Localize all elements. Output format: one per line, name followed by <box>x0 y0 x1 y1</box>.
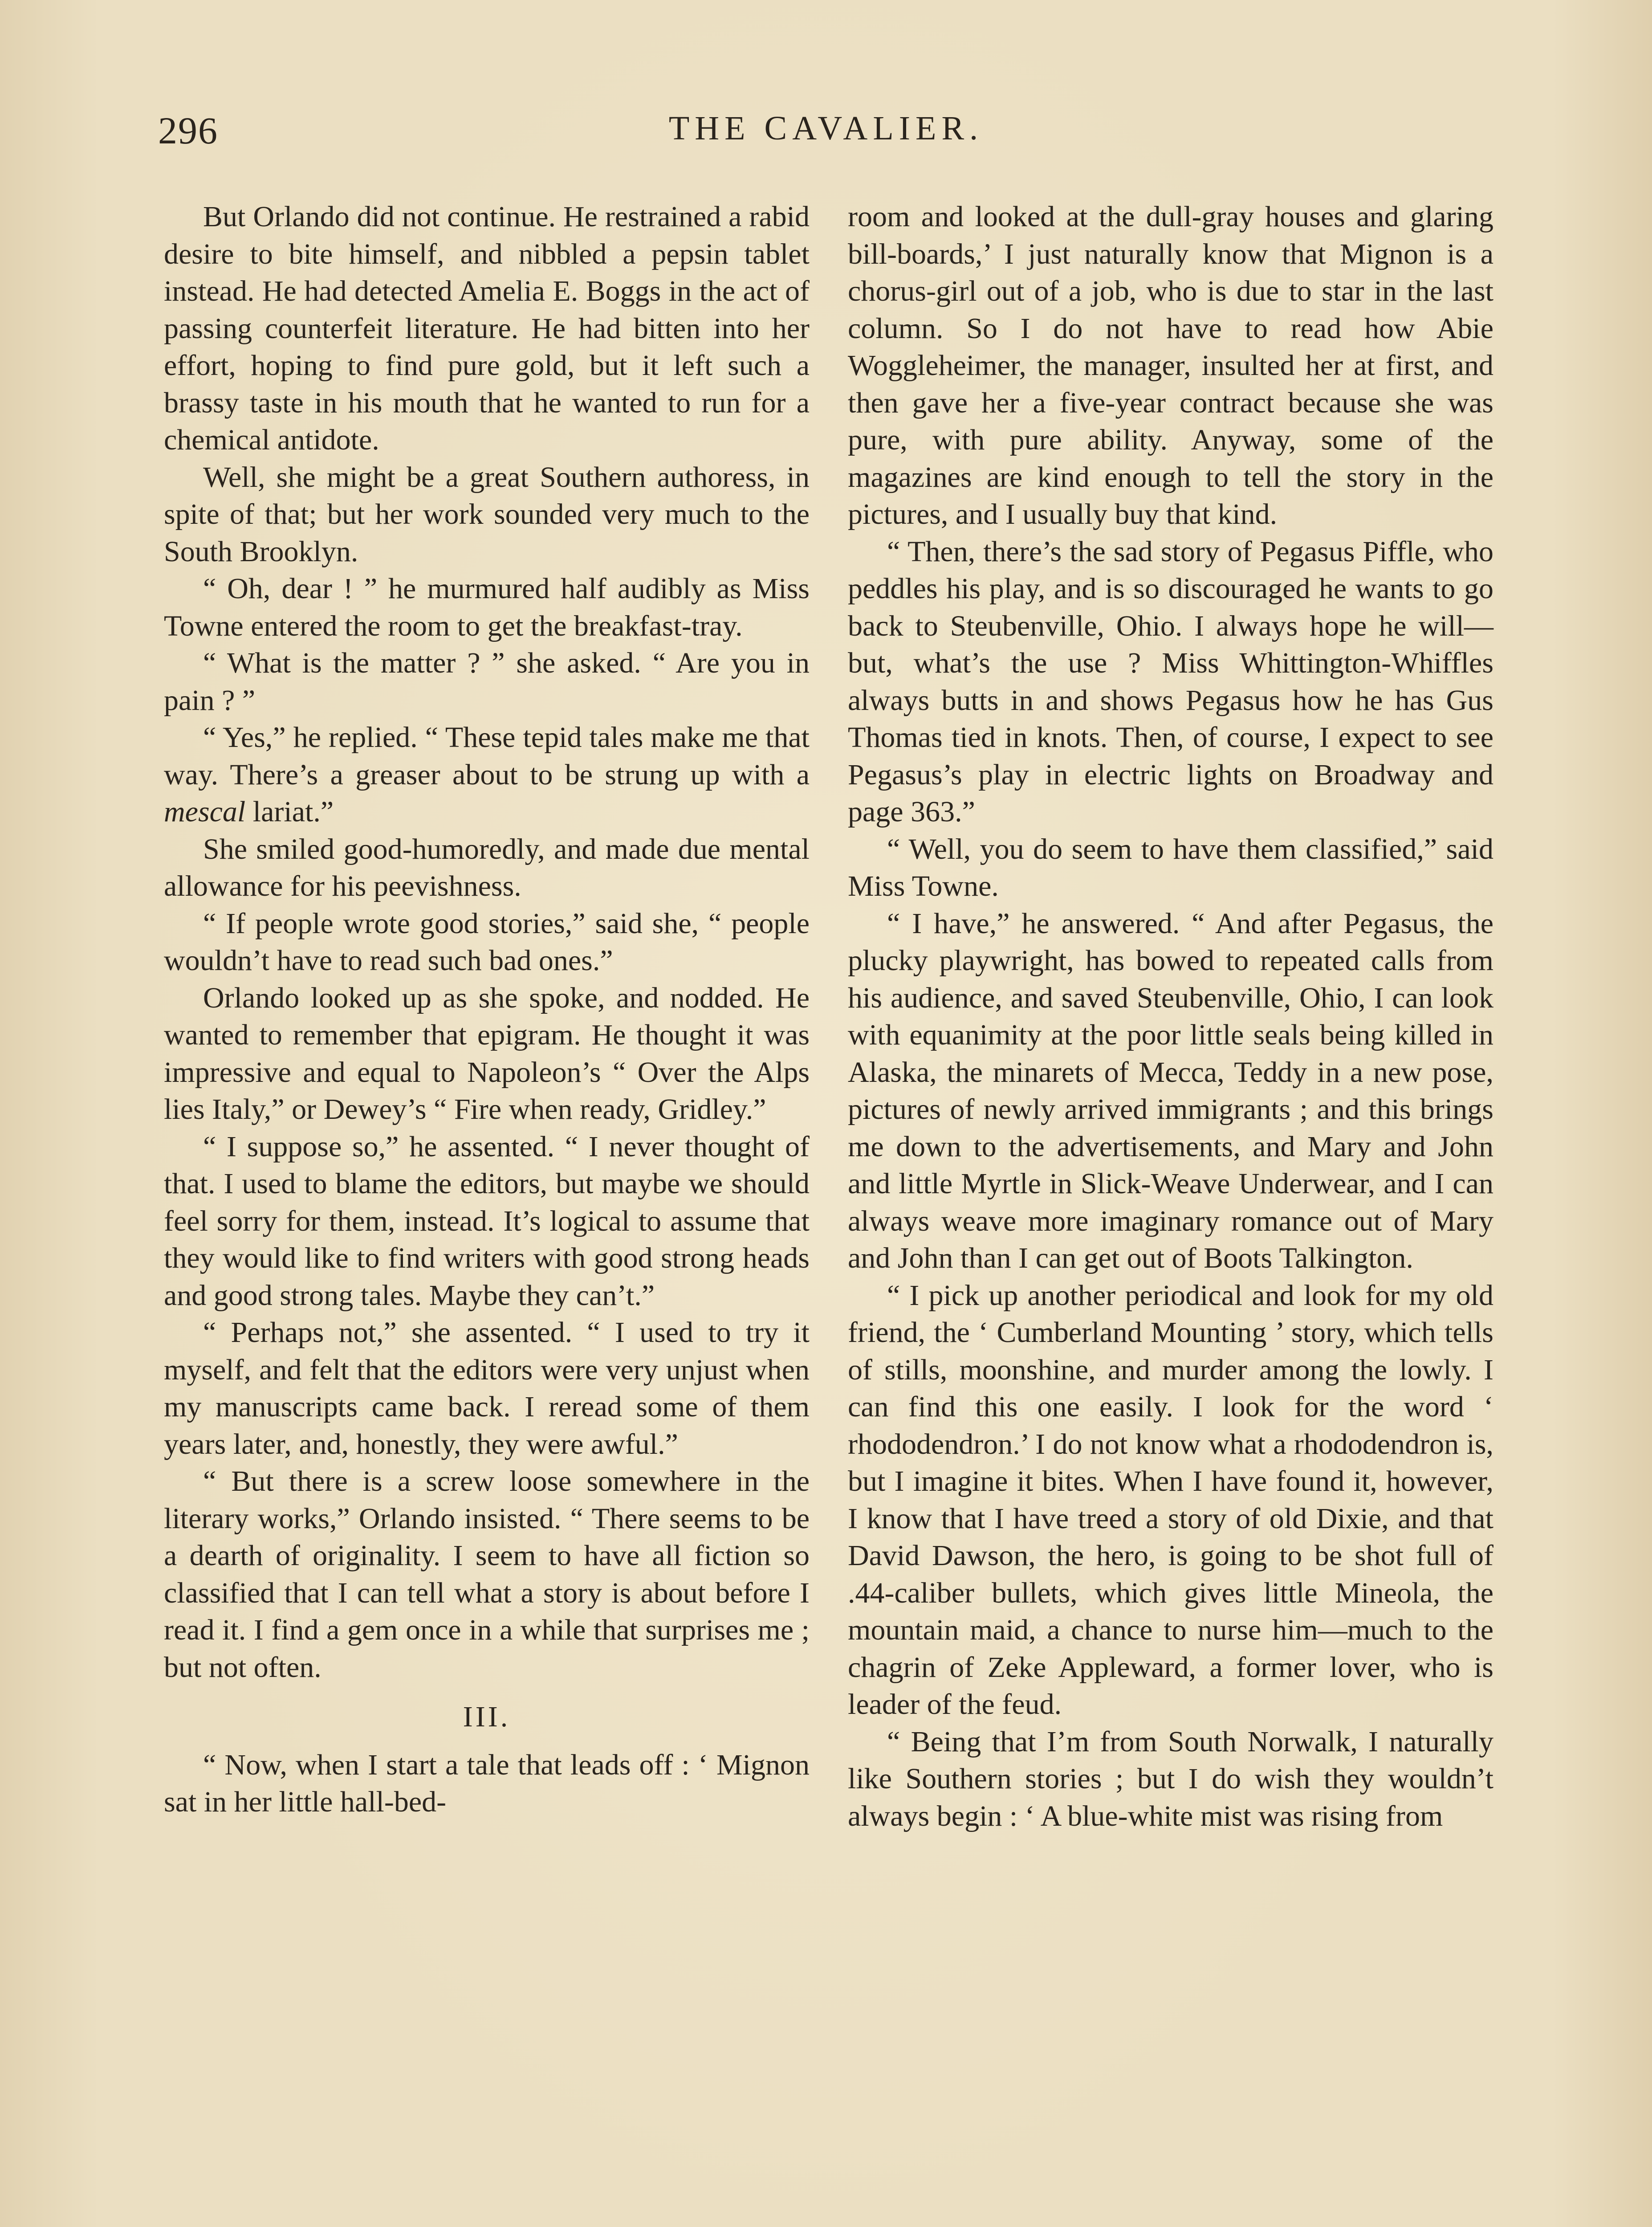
paragraph: But Orlando did not continue. He restrained a rabid desire to bite himself, and nibbled a pepsin tablet instead. He had detected Amelia E. Boggs in the act of passing counterfeit literature. He had bitten into her effort, hoping to find pure gold, but it left such a brassy taste in his mouth that he wanted to run for a chemical antidote. <box>164 200 810 456</box>
paragraph: “ Oh, dear ! ” he murmured half audibly as Miss Towne entered the room to get the breakfast-tray. <box>164 572 810 642</box>
section-heading: III. <box>463 1701 511 1733</box>
paragraph: “ Being that I’m from South Norwalk, I naturally like Southern stories ; but I do wish they wouldn’t always begin : ‘ A blue-white mist was rising from <box>848 1725 1493 1832</box>
paragraph: “ I suppose so,” he assented. “ I never thought of that. I used to blame the editors, but maybe we should feel sorry for them, instead. It’s logical to assume that they would like to find writers with good strong heads and good strong tales. Maybe they can’t.” <box>164 1130 810 1312</box>
paragraph: Well, she might be a great Southern authoress, in spite of that; but her work sounded very much to the South Brooklyn. <box>164 461 810 568</box>
text-run: “ Yes,” he replied. “ These tepid tales make me that way. There’s a greaser about to be strung up with a <box>164 721 810 791</box>
paragraph: “ If people wrote good stories,” said she, “ people wouldn’t have to read such bad ones.” <box>164 907 810 977</box>
paragraph: “ I pick up another periodical and look for my old friend, the ‘ Cumberland Mounting ’ story, which tells of stills, moonshine, and murder among the lowly. I can find this one easily. I look for the word ‘ rhododendron.’ I do not know what a rhododendron is, but I imagine it bites. When I have found it, however, I know that I have treed a story of old Dixie, and that David Dawson, the hero, is going to be shot full of .44-caliber bullets, which gives little Mineola, the mountain maid, a chance to nurse him—much to the chagrin of Zeke Appleward, a former lover, who is leader of the feud. <box>848 1279 1493 1721</box>
paragraph: room and looked at the dull-gray houses and glaring bill-boards,’ I just naturally know that Mignon is a chorus-girl out of a job, who is due to star in the last column. So I do not have to read how Abie Woggleheimer, the manager, insulted her at first, and then gave her a five-year contract because she was pure, with pure ability. Anyway, some of the magazines are kind enough to tell the story in the pictures, and I usually buy that kind. <box>848 200 1493 530</box>
paragraph <box>164 719 810 831</box>
right-column <box>848 198 1493 1835</box>
paragraph: “ Now, when I start a tale that leads off : ‘ Mignon sat in her little hall-bed- <box>164 1748 810 1818</box>
paragraph: Orlando looked up as she spoke, and nodded. He wanted to remember that epigram. He thought it was impressive and equal to Napoleon’s “ Over the Alps lies Italy,” or Dewey’s “ Fire when ready, Gridley.” <box>164 981 810 1126</box>
paragraph: “ But there is a screw loose somewhere in the literary works,” Orlando insisted. “ There seems to be a dearth of originality. I seem to have all fiction so classified that I can tell what a story is about before I read it. I find a gem once in a while that surprises me ; but not often. <box>164 1465 810 1684</box>
text-run: lariat.” <box>245 795 334 828</box>
paragraph: “ Then, there’s the sad story of Pegasus Piffle, who peddles his play, and is so discouraged he wants to go back to Steubenville, Ohio. I always hope he will—but, what’s the use ? Miss Whittington-Whiffles always butts in and shows Pegasus how he has Gus Thomas tied in knots. Then, of course, I expect to see Pegasus’s play in electric lights on Broadway and page 363.” <box>848 535 1493 828</box>
paragraph: “ What is the matter ? ” she asked. “ Are you in pain ? ” <box>164 647 810 717</box>
paragraph: “ Perhaps not,” she assented. “ I used to try it myself, and felt that the editors were very unjust when my manuscripts came back. I reread some of them years later, and, honestly, they were awful.” <box>164 1316 810 1460</box>
paragraph: She smiled good-humoredly, and made due mental allowance for his peevishness. <box>164 832 810 902</box>
page-number: 296 <box>158 109 218 152</box>
paragraph: “ I have,” he answered. “ And after Pegasus, the plucky playwright, has bowed to repeated calls from his audience, and saved Steubenville, Ohio, I can look with equanimity at the poor little seals being killed in Alaska, the minarets of Mecca, Teddy in a new pose, pictures of newly arrived immigrants ; and this brings me down to the advertisements, and Mary and John and little Myrtle in Slick-Weave Underwear, and I can always weave more imaginary romance out of Mary and John than I can get out of Boots Talkington. <box>848 907 1493 1274</box>
paragraph: “ Well, you do seem to have them classified,” said Miss Towne. <box>848 832 1493 902</box>
running-title: THE CAVALIER. <box>668 110 984 147</box>
left-column <box>164 198 810 1821</box>
italic-word: mescal <box>164 795 246 828</box>
